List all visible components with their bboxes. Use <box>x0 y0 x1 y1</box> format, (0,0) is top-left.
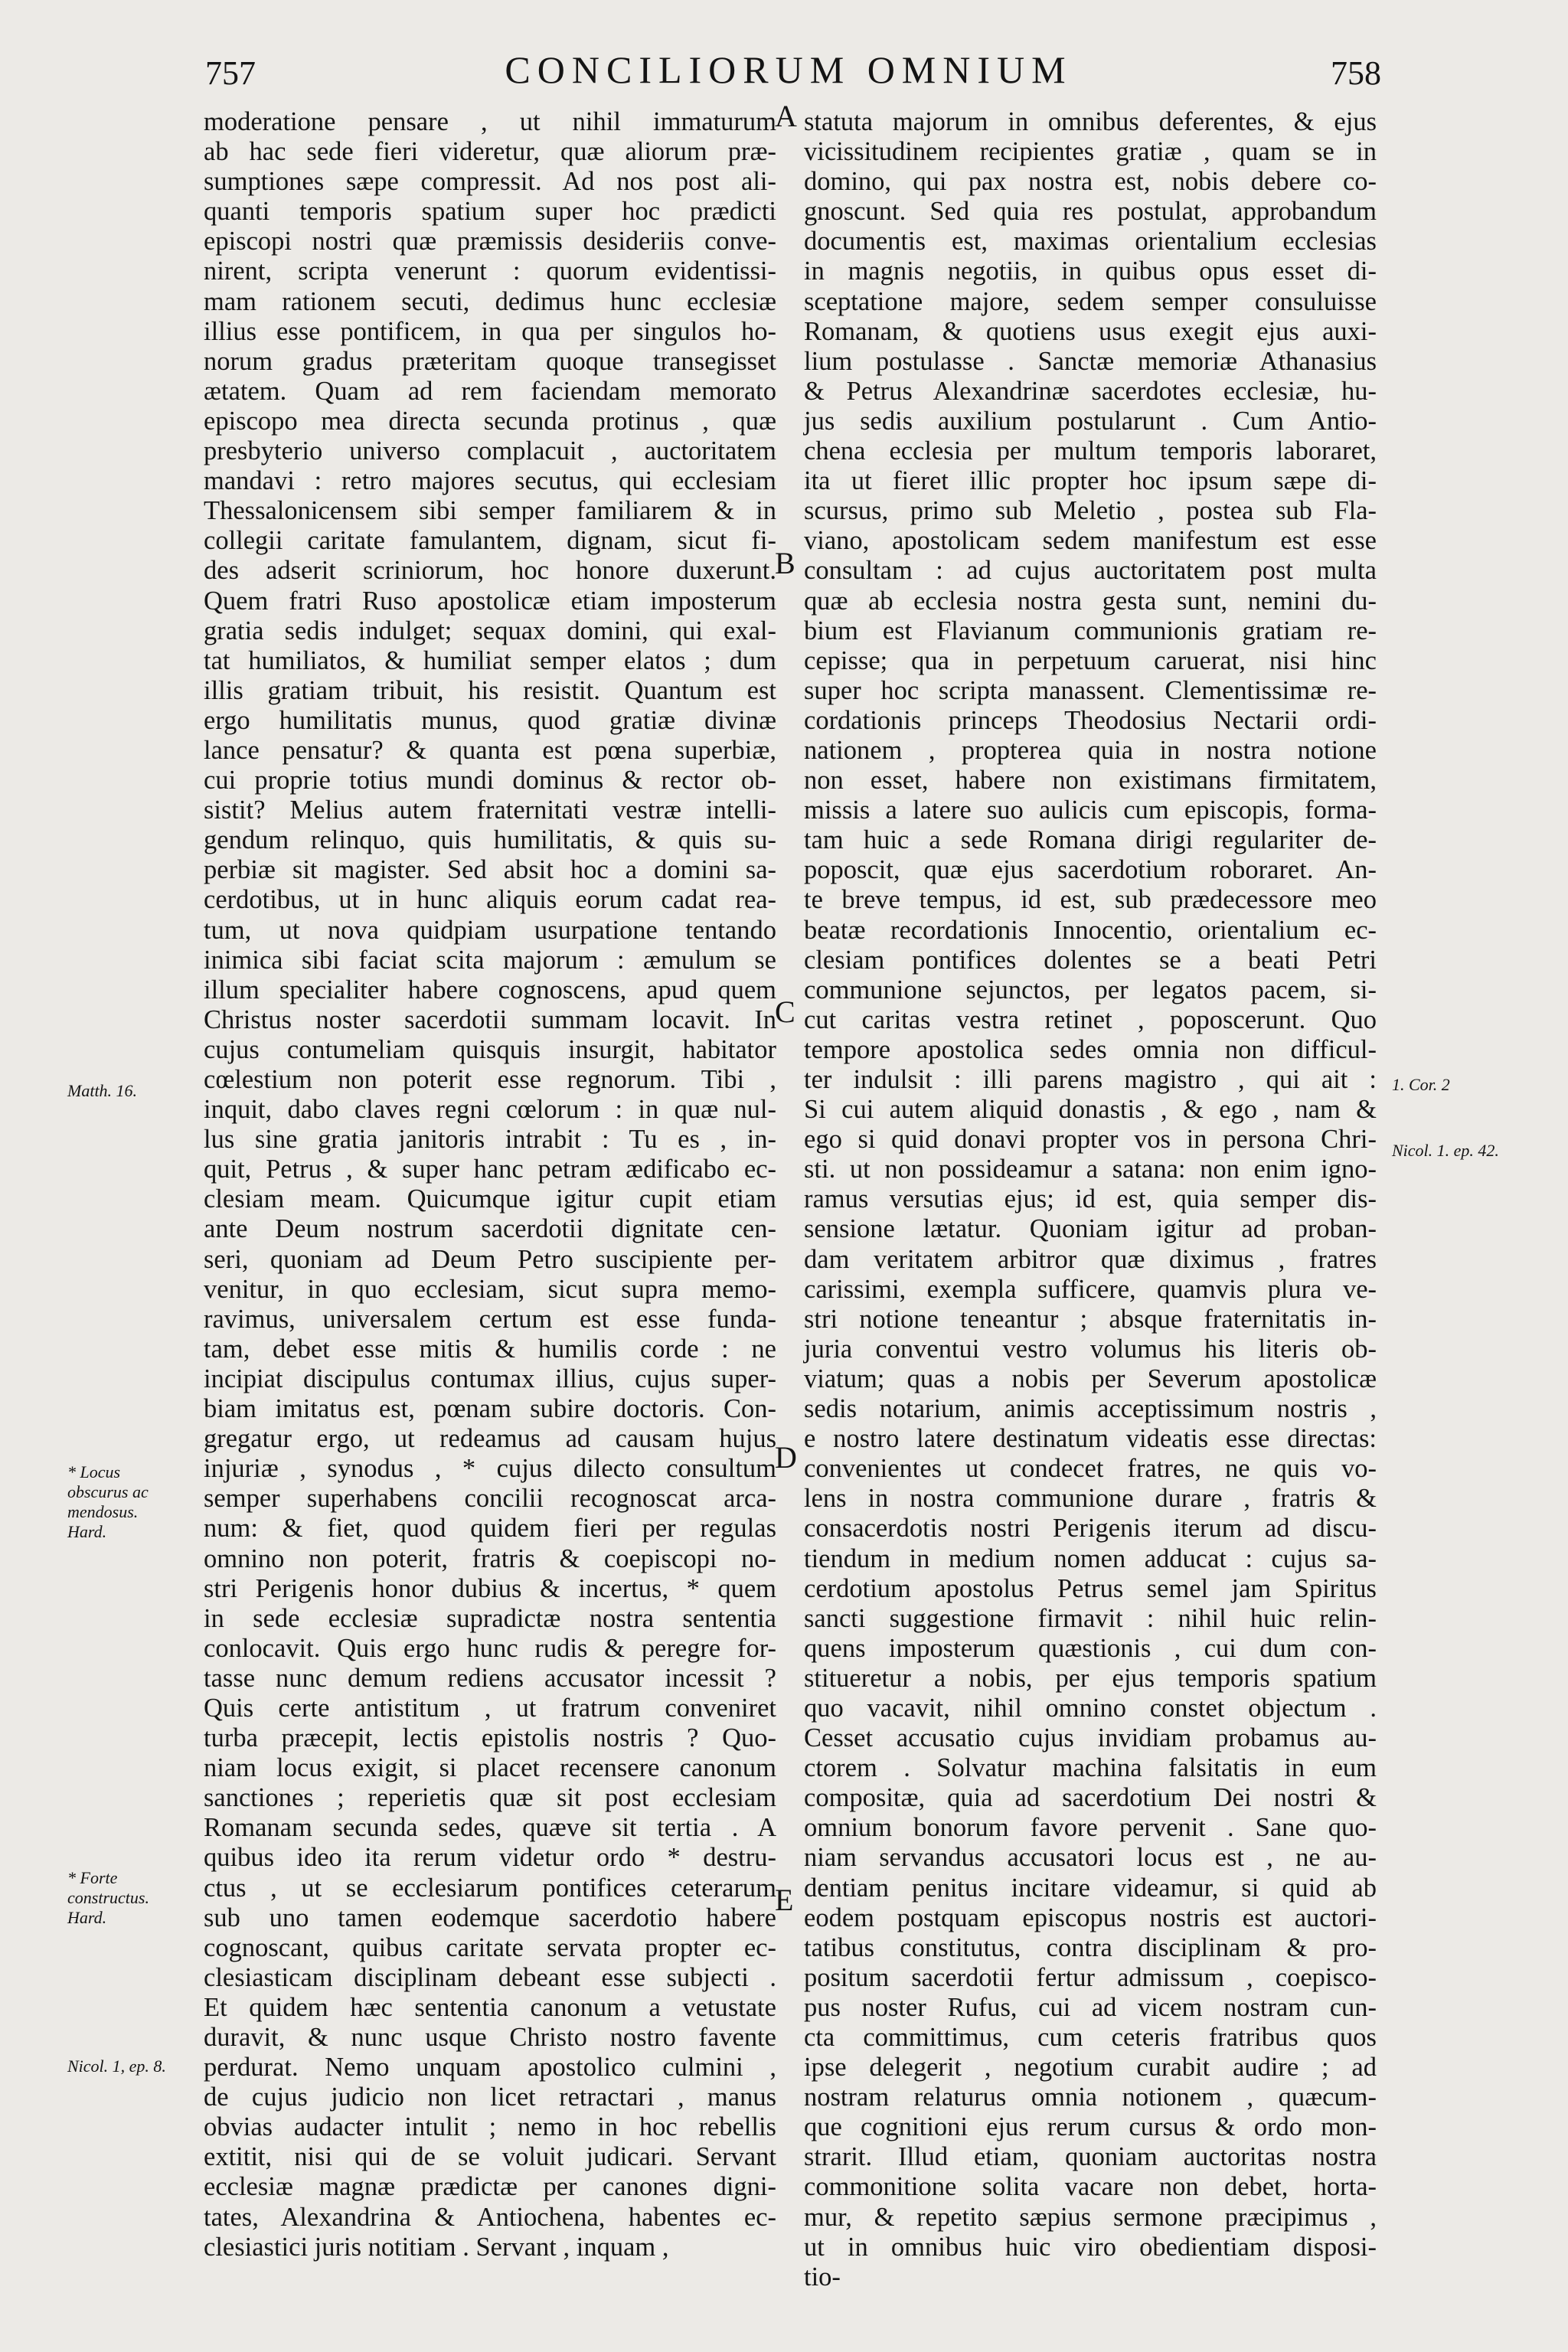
text-line: lens in nostra communione durare , fratris & <box>804 1484 1377 1514</box>
text-line: cœlestium non poterit esse regnorum. Tibi , <box>204 1065 776 1094</box>
text-line: inquit, dabo claves regni cœlorum : in quæ nul- <box>204 1095 776 1125</box>
text-line: clesiam pontifices dolentes se a beati Petri <box>804 945 1377 975</box>
text-line: ante Deum nostrum sacerdotii dignitate cen- <box>204 1214 776 1244</box>
text-line: Romanam secunda sedes, quæve sit tertia . A <box>204 1813 776 1843</box>
text-line: domino, qui pax nostra est, nobis debere co- <box>804 167 1377 197</box>
text-line: cta committimus, cum ceteris fratribus quos <box>804 2023 1377 2052</box>
text-line: clesiasticam disciplinam debeant esse subjecti . <box>204 1962 776 1992</box>
text-line: tatibus constitutus, contra disciplinam & pro- <box>804 1932 1377 1962</box>
text-line: des adserit scriniorum, hoc honore duxerunt. <box>204 556 776 586</box>
text-line: in sede ecclesiæ supradictæ nostra sententia <box>204 1603 776 1633</box>
text-line: omnino non poterit, fratris & coepiscopi no- <box>204 1544 776 1573</box>
margin-note-locus: * Locus obscurus ac mendosus. Hard. <box>67 1462 149 1541</box>
text-line: in magnis negotiis, in quibus opus esset di- <box>804 256 1377 286</box>
text-line: omnium bonorum favore pervenit . Sane quo- <box>804 1813 1377 1843</box>
text-line: illius esse pontificem, in qua per singulos ho- <box>204 316 776 346</box>
text-line: documentis est, maximas orientalium ecclesias <box>804 227 1377 256</box>
text-line: statuta majorum in omnibus deferentes, & ejus <box>804 107 1377 136</box>
section-marker-d: D <box>775 1440 797 1475</box>
text-line: seri, quoniam ad Deum Petro suscipiente per- <box>204 1244 776 1274</box>
text-line: poposcit, quæ ejus sacerdotium roboraret. An- <box>804 855 1377 885</box>
text-line: extitit, nisi qui de se voluit judicari. Servant <box>204 2142 776 2172</box>
section-marker-b: B <box>775 546 795 580</box>
text-line: Cesset accusatio cujus invidiam probamus au- <box>804 1723 1377 1753</box>
text-line: quanti temporis spatium super hoc prædicti <box>204 197 776 227</box>
text-line: beatæ recordationis Innocentio, orientalium ec- <box>804 915 1377 945</box>
text-line: illum specialiter habere cognoscens, apud quem <box>204 975 776 1004</box>
text-line: cerdotium apostolus Petrus semel jam Spiritus <box>804 1573 1377 1603</box>
text-line: strarit. Illud etiam, quoniam auctoritas nostra <box>804 2142 1377 2172</box>
text-line: collegii caritate famulantem, dignam, sicut fi- <box>204 526 776 556</box>
text-line: sistit? Melius autem fraternitati vestræ intelli- <box>204 795 776 825</box>
text-line: Christus noster sacerdotii summam locavit. In <box>204 1004 776 1034</box>
text-line: cordationis princeps Theodosius Nectarii ordi- <box>804 705 1377 735</box>
text-line: inimica sibi faciat scita majorum : æmulum se <box>204 945 776 975</box>
section-marker-c: C <box>775 995 795 1029</box>
text-line: te breve tempus, id est, sub prædecessore meo <box>804 885 1377 915</box>
text-line: gnoscunt. Sed quia res postulat, approbandum <box>804 197 1377 227</box>
text-line: nostram relaturus omnia notionem , quæcum- <box>804 2082 1377 2112</box>
text-line: super hoc scripta manassent. Clementissimæ re- <box>804 675 1377 705</box>
text-line: ab hac sede fieri videretur, quæ aliorum præ- <box>204 137 776 167</box>
margin-note-nicol-left: Nicol. 1, ep. 8. <box>67 2056 166 2076</box>
text-line: sanctiones ; reperietis quæ sit post ecclesiam <box>204 1783 776 1813</box>
text-line: cujus contumeliam quisquis insurgit, habitator <box>204 1034 776 1064</box>
text-line: tam, debet esse mitis & humilis corde : ne <box>204 1334 776 1364</box>
text-line: e nostro latere destinatum videatis esse directas: <box>804 1424 1377 1454</box>
text-line: stitueretur a nobis, per ejus temporis spatium <box>804 1663 1377 1693</box>
text-line: viano, apostolicam sedem manifestum est esse <box>804 526 1377 556</box>
text-line: Quis certe antistitum , ut fratrum conveniret <box>204 1693 776 1723</box>
text-line: conlocavit. Quis ergo hunc rudis & peregre for- <box>204 1633 776 1663</box>
margin-note-matth: Matth. 16. <box>67 1081 138 1100</box>
text-line: consacerdotis nostri Perigenis iterum ad discu- <box>804 1514 1377 1544</box>
text-line: ætatem. Quam ad rem faciendam memorato <box>204 376 776 406</box>
text-line: ergo humilitatis munus, quod gratiæ divinæ <box>204 705 776 735</box>
text-line: cui proprie totius mundi dominus & rector ob- <box>204 766 776 795</box>
text-line: tam huic a sede Romana dirigi regulariter de- <box>804 825 1377 855</box>
text-line: tat humiliatos, & humiliat semper elatos ; dum <box>204 645 776 675</box>
text-line: Et quidem hæc sententia canonum a vetustate <box>204 1992 776 2022</box>
text-line: ramus versutias ejus; id est, quia semper dis- <box>804 1184 1377 1214</box>
text-line: ravimus, universalem certum est esse funda- <box>204 1304 776 1334</box>
text-line: ita ut fieret illic propter hoc ipsum sæpe di- <box>804 466 1377 496</box>
text-line: jus sedis auxilium postularunt . Cum Antio- <box>804 406 1377 436</box>
text-line: clesiastici juris notitiam . Servant , inquam , <box>204 2232 669 2262</box>
text-line: niam servandus accusatori locus est , ne au- <box>804 1843 1377 1873</box>
text-line: quæ ab ecclesia nostra gesta sunt, nemini du- <box>804 586 1377 616</box>
text-line: venitur, in quo ecclesiam, sicut supra memo- <box>204 1274 776 1304</box>
text-line: ctus , ut se ecclesiarum pontifices ceterarum <box>204 1873 776 1903</box>
text-line: lium postulasse . Sanctæ memoriæ Athanasius <box>804 346 1377 376</box>
text-line: nationem , propterea quia in nostra notione <box>804 735 1377 765</box>
text-line: Quem fratri Ruso apostolicæ etiam imposterum <box>204 586 776 616</box>
text-line: norum gradus præteritam quoque transegisset <box>204 346 776 376</box>
text-line: juria conventui vestro volumus his literis ob- <box>804 1334 1377 1364</box>
text-line: incipiat discipulus contumax illius, cujus super- <box>204 1364 776 1393</box>
text-line: consultam : ad cujus auctoritatem post multa <box>804 556 1377 586</box>
text-line: positum sacerdotii fertur admissum , coepisco- <box>804 1962 1377 1992</box>
text-line: turba præcepit, lectis epistolis nostris ? Quo- <box>204 1723 776 1753</box>
text-line: cepisse; qua in perpetuum caruerat, nisi hinc <box>804 645 1377 675</box>
text-line: vicissitudinem recipientes gratiæ , quam se in <box>804 137 1377 167</box>
right-text-column <box>804 107 1377 2292</box>
text-line: Thessalonicensem sibi semper familiarem & in <box>204 496 776 526</box>
text-line: viatum; quas a nobis per Severum apostolicæ <box>804 1364 1377 1393</box>
text-line: bium est Flavianum communionis gratiam re- <box>804 616 1377 645</box>
text-line: num: & fiet, quod quidem fieri per regulas <box>204 1514 776 1544</box>
page-number-left: 757 <box>205 54 256 92</box>
text-line: moderatione pensare , ut nihil immaturum <box>204 107 776 136</box>
text-line: presbyterio universo complacuit , auctoritatem <box>204 436 776 466</box>
margin-note-nicol-right: Nicol. 1. ep. 42. <box>1392 1141 1499 1160</box>
section-marker-a: A <box>775 99 797 133</box>
text-line: carissimi, exempla sufficere, quamvis plura ve- <box>804 1274 1377 1304</box>
text-line: scursus, primo sub Meletio , postea sub Fla- <box>804 496 1377 526</box>
left-text-column <box>204 107 776 2262</box>
text-line: injuriæ , synodus , * cujus dilecto consultum <box>204 1454 776 1484</box>
running-title: CONCILIORUM OMNIUM <box>505 48 1073 91</box>
text-line: episcopi nostri quæ præmissis desideriis conve- <box>204 227 776 256</box>
text-line: stri Perigenis honor dubius & incertus, * quem <box>204 1573 776 1603</box>
margin-note-cor: 1. Cor. 2 <box>1392 1075 1450 1094</box>
text-line: de cujus judicio non licet retractari , manus <box>204 2082 776 2112</box>
text-line: duravit, & nunc usque Christo nostro favente <box>204 2023 776 2052</box>
text-line: obvias audacter intulit ; nemo in hoc rebellis <box>204 2112 776 2142</box>
text-line: sti. ut non possideamur a satana: non enim igno- <box>804 1155 1377 1184</box>
text-line: quit, Petrus , & super hanc petram ædificabo ec- <box>204 1155 776 1184</box>
text-line: nirent, scripta venerunt : quorum evidentissi- <box>204 256 776 286</box>
text-line: sceptatione majore, sedem semper consuluisse <box>804 286 1377 316</box>
text-line: tio- <box>804 2262 841 2292</box>
text-line: ut in omnibus huic viro obedientiam disposi- <box>804 2232 1377 2262</box>
text-line: quo vacavit, nihil omnino constet objectum . <box>804 1693 1377 1723</box>
text-line: sensione lætatur. Quoniam igitur ad proban- <box>804 1214 1377 1244</box>
text-line: tempore apostolica sedes omnia non difficul- <box>804 1034 1377 1064</box>
text-line: dam veritatem arbitror quæ diximus , fratres <box>804 1244 1377 1274</box>
section-marker-e: E <box>775 1883 794 1917</box>
text-line: semper superhabens concilii recognoscat arca- <box>204 1484 776 1514</box>
text-line: ctorem . Solvatur machina falsitatis in eum <box>804 1753 1377 1783</box>
text-line: Romanam, & quotiens usus exegit ejus auxi- <box>804 316 1377 346</box>
text-line: ecclesiæ magnæ prædictæ per canones digni- <box>204 2172 776 2202</box>
text-line: mandavi : retro majores secutus, qui ecclesiam <box>204 466 776 496</box>
text-line: cerdotibus, ut in hunc aliquis eorum cadat rea- <box>204 885 776 915</box>
text-line: ego si quid donavi propter vos in persona Chri- <box>804 1125 1377 1155</box>
text-line: stri notione teneantur ; absque fraternitatis in- <box>804 1304 1377 1334</box>
text-line: mam rationem secuti, dedimus hunc ecclesiæ <box>204 286 776 316</box>
text-line: gratia sedis indulget; sequax domini, qui exal- <box>204 616 776 645</box>
margin-note-forte: * Forte constructus. Hard. <box>67 1868 149 1927</box>
text-line: non esset, habere non existimans firmitatem, <box>804 766 1377 795</box>
page-number-right: 758 <box>1331 54 1381 92</box>
text-line: communione sejunctos, per legatos pacem, si- <box>804 975 1377 1004</box>
text-line: ter indulsit : illi parens magistro , qui ait : <box>804 1065 1377 1094</box>
text-line: cut caritas vestra retinet , poposcerunt. Quo <box>804 1004 1377 1034</box>
text-line: sumptiones sæpe compressit. Ad nos post ali- <box>204 167 776 197</box>
text-line: dentiam penitus incitare videamur, si quid ab <box>804 1873 1377 1903</box>
text-line: gendum relinquo, quis humilitatis, & quis su- <box>204 825 776 855</box>
text-line: sedis notarium, animis acceptissimum nostris , <box>804 1394 1377 1424</box>
text-line: eodem postquam episcopus nostris est auctori- <box>804 1903 1377 1932</box>
text-line: tiendum in medium nomen adducat : cujus sa- <box>804 1544 1377 1573</box>
text-line: tum, ut nova quidpiam usurpatione tentando <box>204 915 776 945</box>
text-line: perbiæ sit magister. Sed absit hoc a domini sa- <box>204 855 776 885</box>
text-line: & Petrus Alexandrinæ sacerdotes ecclesiæ, hu- <box>804 376 1377 406</box>
text-line: clesiam meam. Quicumque igitur cupit etiam <box>204 1184 776 1214</box>
text-line: quibus ideo ita rerum videtur ordo * destru- <box>204 1843 776 1873</box>
text-line: que cognitioni ejus rerum cursus & ordo mon- <box>804 2112 1377 2142</box>
text-line: lus sine gratia janitoris intrabit : Tu es , in- <box>204 1125 776 1155</box>
text-line: mur, & repetito sæpius sermone præcipimus , <box>804 2202 1377 2232</box>
text-line: missis a latere suo aulicis cum episcopis, forma- <box>804 795 1377 825</box>
text-line: episcopo mea directa secunda protinus , quæ <box>204 406 776 436</box>
text-line: niam locus exigit, si placet recensere canonum <box>204 1753 776 1783</box>
text-line: illis gratiam tribuit, his resistit. Quantum est <box>204 675 776 705</box>
text-line: pus noster Rufus, cui ad vicem nostram cun- <box>804 1992 1377 2022</box>
text-line: biam imitatus est, pœnam subire doctoris. Con- <box>204 1394 776 1424</box>
text-line: commonitione solita vacare non debet, horta- <box>804 2172 1377 2202</box>
text-line: sub uno tamen eodemque sacerdotio habere <box>204 1903 776 1932</box>
text-line: quens imposterum quæstionis , cui dum con- <box>804 1633 1377 1663</box>
text-line: tates, Alexandrina & Antiochena, habentes ec- <box>204 2202 776 2232</box>
text-line: compositæ, quia ad sacerdotium Dei nostri & <box>804 1783 1377 1813</box>
text-line: convenientes ut condecet fratres, ne quis vo- <box>804 1454 1377 1484</box>
text-line: gregatur ergo, ut redeamus ad causam hujus <box>204 1424 776 1454</box>
text-line: ipse delegerit , negotium curabit audire ; ad <box>804 2053 1377 2082</box>
text-line: Si cui autem aliquid donastis , & ego , nam & <box>804 1095 1377 1125</box>
text-line: perdurat. Nemo unquam apostolico culmini , <box>204 2053 776 2082</box>
text-line: sancti suggestione firmavit : nihil huic relin- <box>804 1603 1377 1633</box>
text-line: tasse nunc demum rediens accusator incessit ? <box>204 1663 776 1693</box>
text-line: lance pensatur? & quanta est pœna superbiæ, <box>204 735 776 765</box>
text-line: chena ecclesia per multum temporis laboraret, <box>804 436 1377 466</box>
text-line: cognoscant, quibus caritate servata propter ec- <box>204 1932 776 1962</box>
